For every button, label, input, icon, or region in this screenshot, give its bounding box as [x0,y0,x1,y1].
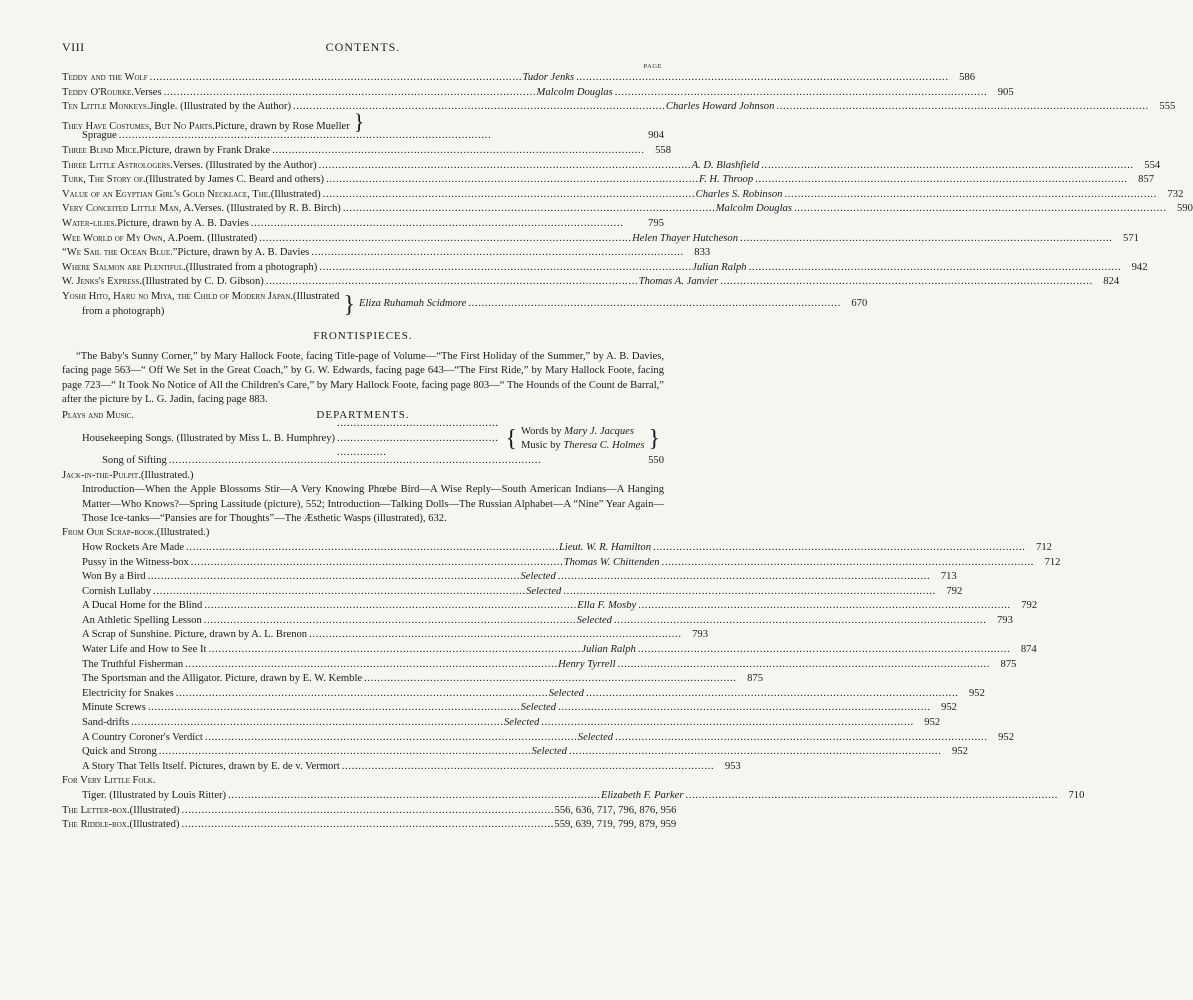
page-header [62,40,664,58]
departments-heading: DEPARTMENTS. [316,409,410,422]
list-item: A Ducal Home for the Blind . . . Ella F. Mosby . . . 792 [62,599,664,614]
toc-entry-multiline: They Have Costumes, But No Parts. Picture, drawn by Rose Mueller } Sprague . . . 904 [62,115,664,144]
toc-entry: W. Jenks's Express. (Illustrated by C. D. Gibson) . . . Thomas A. Janvier . . . 824 [62,275,664,290]
toc-entry: Very Conceited Little Man, A. Verses. (Illustrated by R. B. Birch) . . . Malcolm Douglas . . . 590 [62,202,664,217]
jack-in-the-pulpit-text: Introduction—When the Apple Blossoms Stir—A Very Knowing Phœbe Bird—A Wise Reply—South American Indians—A Hanging Matter—Who Knows?—Spring Lassitude (picture), 552; Introduction—Talking Dolls—The Russian Alphabet—A “Nine” Year Again—Those Ice-tanks—“Pansies are for Thoughts”—The Æsthetic Wasps (illustrated), 632. [82,484,664,524]
housekeeping-songs-entry: Housekeeping Songs. (Illustrated by Miss L. B. Humphrey) . . . { Words by Mary J. Jacques Music by Theresa C. Holmes } [62,424,664,454]
list-item: An Athletic Spelling Lesson . . . Selected . . . 793 [62,614,664,629]
list-item: Water Life and How to See It . . . Julian Ralph . . . 874 [62,643,664,658]
toc-entry: Tiger. (Illustrated by Louis Ritter) . . . Elizabeth F. Parker . . . 710 [62,789,664,804]
riddle-box-entry: The Riddle-box. (Illustrated) . . . 559, 639, 719, 799, 879, 959 [62,818,664,833]
toc-entry: Wee World of My Own, A. Poem. (Illustrated) . . . Helen Thayer Hutcheson . . . 571 [62,232,664,247]
page-column-label: PAGE [643,63,662,70]
brace-glyph: } [353,108,365,134]
list-item: How Rockets Are Made . . . Lieut. W. R. Hamilton . . . 712 [62,541,664,556]
song-of-sifting-entry: Song of Sifting . . . 550 [62,454,664,469]
contents-page [62,40,1193,833]
jack-in-the-pulpit-label: Jack-in-the-Pulpit. (Illustrated.) [62,469,194,481]
plays-music-label: Plays and Music. [62,410,135,422]
list-item: Quick and Strong . . . Selected . . . 952 [62,745,664,760]
toc-entry: Water-lilies. Picture, drawn by A. B. Davies . . . 795 [62,217,664,232]
frontispieces-heading: FRONTISPIECES. [313,330,413,343]
list-item: Electricity for Snakes . . . Selected . . . 952 [62,687,664,702]
list-item: The Truthful Fisherman . . . Henry Tyrrell . . . 875 [62,658,664,673]
brace-glyph: { [505,425,517,452]
toc-entry: Three Little Astrologers. Verses. (Illustrated by the Author) . . . A. D. Blashfield . . . 554 [62,159,664,174]
brace-glyph: } [343,291,356,318]
brace-glyph: } [648,425,660,452]
toc-entry: Teddy and the Wolf . . . Tudor Jenks . . . 586 [62,71,664,86]
toc-entry: Value of an Egyptian Girl's Gold Necklace, The. (Illustrated) . . . Charles S. Robinson . . . 732 [62,188,664,203]
very-little-folk-label: For Very Little Folk. [62,775,156,787]
list-item: A Scrap of Sunshine. Picture, drawn by A. L. Brenon . . . 793 [62,628,664,643]
list-item: A Story That Tells Itself. Pictures, drawn by E. de v. Vermort . . . 953 [62,760,664,775]
toc-entry: Where Salmon are Plentiful. (Illustrated from a photograph) . . . Julian Ralph . . . 942 [62,261,664,276]
toc-entry: Turk, The Story of. (Illustrated by James C. Beard and others) . . . F. H. Throop . . . 857 [62,173,664,188]
list-item: Minute Screws . . . Selected . . . 952 [62,701,664,716]
toc-entry-multiline: Yoshi Hito, Haru no Miya, the Child of Modern Japan. (Illustrated from a photograph) } Eliza Ruhamah Scidmore . . . 670 [62,290,664,319]
page-title: CONTENTS. [325,40,401,54]
list-item: Cornish Lullaby . . . Selected . . . 792 [62,585,664,600]
toc-entry: Teddy O'Rourke. Verses . . . Malcolm Douglas . . . 905 [62,86,664,101]
toc-entry: “We Sail the Ocean Blue.” Picture, drawn by A. B. Davies . . . 833 [62,246,664,261]
departments-section [62,409,664,424]
frontispieces-text: “The Baby's Sunny Corner,” by Mary Hallock Foote, facing Title-page of Volume—“The First Holiday of the Summer,” by A. B. Davies, facing page 563—“ Off We Set in the Great Coach,” by G. W. Edwards, facing page 643—“The First Ride,” by Mary Hallock Foote, facing page 723—“ It Took No Notice of All the Children's Care,” by Mary Hallock Foote, facing page 803—“ The Hounds of the Count de Barral,” after the picture by L. G. Jadin, facing page 883. [62,350,664,405]
list-item: Sand-drifts . . . Selected . . . 952 [62,716,664,731]
list-item: Pussy in the Witness-box . . . Thomas W. Chittenden . . . 712 [62,556,664,571]
scrap-book-list [62,541,1061,775]
list-item: Won By a Bird . . . Selected . . . 713 [62,570,664,585]
toc-entry: Ten Little Monkeys. Jingle. (Illustrated by the Author) . . . Charles Howard Johnson . . . 555 [62,100,664,115]
letter-box-entry: The Letter-box. (Illustrated) . . . 556, 636, 717, 796, 876, 956 [62,804,664,819]
toc-entry: Three Blind Mice. Picture, drawn by Frank Drake . . . 558 [62,144,664,159]
scrap-book-label: From Our Scrap-book. (Illustrated.) [62,527,210,539]
list-item: A Country Coroner's Verdict . . . Selected . . . 952 [62,731,664,746]
list-item: The Sportsman and the Alligator. Picture, drawn by E. W. Kemble . . . 875 [62,672,664,687]
page-number: VIII [62,40,85,54]
